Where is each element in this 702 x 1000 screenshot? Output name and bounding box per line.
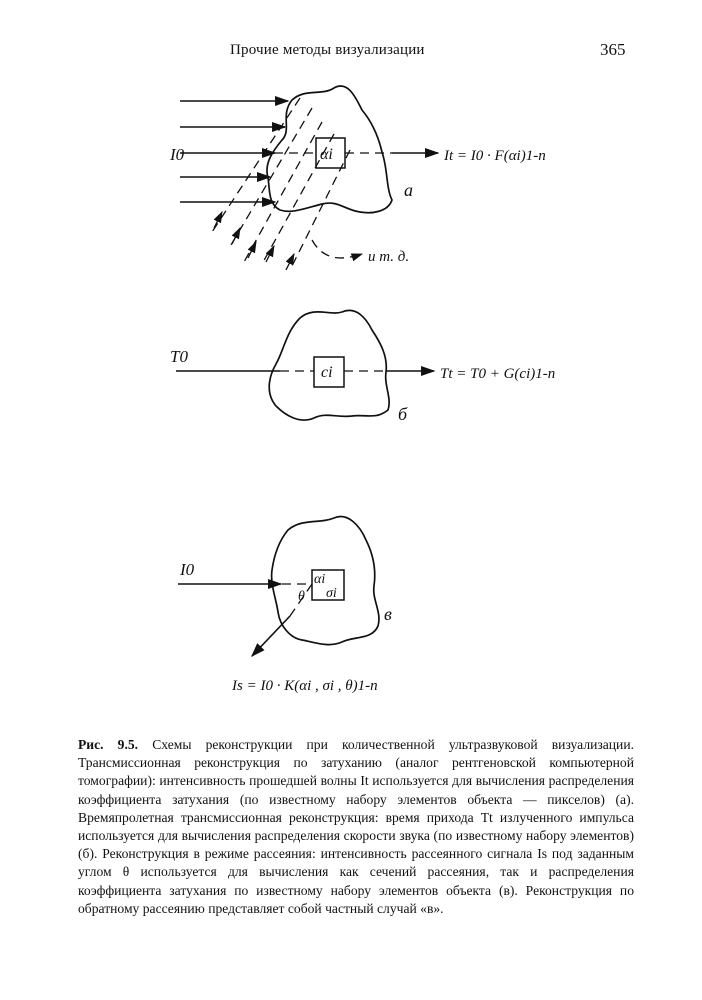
oblique-arrow-1 <box>214 212 222 228</box>
panel-a <box>169 86 546 270</box>
panel-b <box>170 310 555 424</box>
caption-text: Схемы реконструкции при количественной ультразвуковой визуализации. Трансмиссионная реконструкция по затуханию (аналог рентгеновской компьютерной томографии): интенсивность прошедшей волны It используется для вычисления распределения коэффициента затухания (по известному набору элементов объекта — пикселов) (а). Времяпролетная трансмиссионная реконструкция: время прихода Tt излученного импульса используется для вычисления распределения скорости звука (по известному набору элементов) (б). Реконструкция в режиме рассеяния: интенсивность рассеянного сигнала Is под заданным углом θ используется для вычисления как сечений рассеяния, так и распределения коэффициента затухания по известному набору элементов объекта (в). Реконструкция по обратному рассеянию представляет собой частный случай «в». <box>78 737 634 916</box>
panel-c <box>178 517 392 694</box>
scattered-ray-c <box>252 616 290 656</box>
angle-label-c: θ <box>298 589 305 604</box>
page-number: 365 <box>600 40 626 59</box>
etc-label: и т. д. <box>368 249 410 265</box>
input-label-c: I0 <box>180 560 195 579</box>
output-label-b: Tt = T0 + G(ci)1-n <box>440 366 556 382</box>
cell-label-top-c: αi <box>314 572 326 587</box>
panel-letter-c: в <box>384 604 392 624</box>
oblique-arrow-5 <box>286 254 294 270</box>
output-label-a: It = I0 · F(αi)1-n <box>444 148 546 164</box>
cell-label-a: αi <box>320 146 333 163</box>
figure-caption <box>78 736 634 918</box>
oblique-dashed-3 <box>244 122 322 262</box>
oblique-arrow-3 <box>248 242 256 258</box>
running-title: Прочие методы визуализации <box>230 42 425 58</box>
cell-label-b: ci <box>321 364 333 381</box>
oblique-arrow-2 <box>232 228 240 244</box>
cell-label-bottom-c: σi <box>326 586 337 601</box>
input-label-a: I0 <box>170 145 185 164</box>
oblique-dashed-2 <box>228 108 312 250</box>
input-label-b: T0 <box>170 347 188 366</box>
etc-dashed-arrow <box>312 240 362 258</box>
output-label-c: Is = I0 · K(αi , σi , θ)1-n <box>232 678 378 694</box>
panel-letter-b: б <box>398 404 408 424</box>
caption-label: Рис. 9.5. <box>78 737 139 752</box>
panel-letter-a: а <box>404 180 413 200</box>
